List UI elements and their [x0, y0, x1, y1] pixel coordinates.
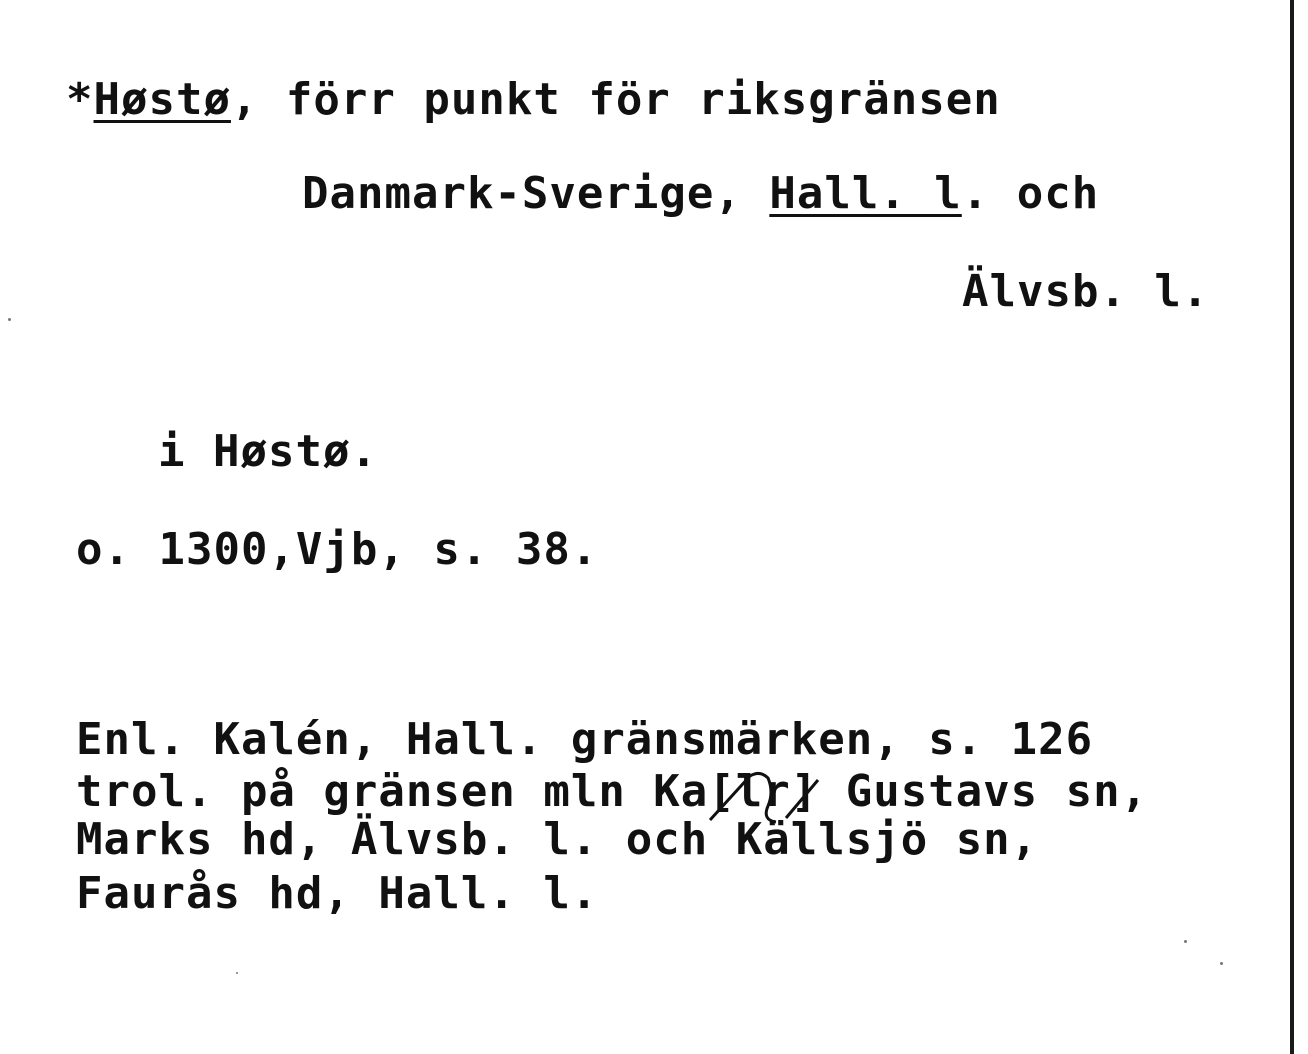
star-marker: *: [66, 74, 94, 125]
paper-speck: [1184, 940, 1187, 943]
county-hall: Hall. l: [769, 168, 962, 219]
conjunction-text: . och: [961, 168, 1100, 219]
heading-continuation: [302, 168, 1100, 219]
form-line: i Høstø.: [158, 426, 378, 477]
entry-heading: [66, 74, 1001, 125]
card-edge-border: [1290, 0, 1294, 1054]
headword: Høstø: [93, 74, 231, 125]
handwritten-correction-mark: [690, 762, 830, 832]
note-line-3: Marks hd, Älvsb. l. och Källsjö sn,: [76, 814, 1039, 865]
county-alvsb: Älvsb. l.: [962, 266, 1210, 317]
source-reference: o. 1300,Vjb, s. 38.: [76, 524, 599, 575]
country-text: Danmark-Sverige,: [302, 168, 770, 219]
paper-speck: [236, 972, 238, 974]
note-line-1: Enl. Kalén, Hall. gränsmärken, s. 126: [76, 714, 1094, 765]
paper-speck: [8, 318, 11, 321]
paper-speck: [1220, 962, 1223, 965]
heading-description: , förr punkt för riksgränsen: [230, 74, 1001, 125]
note-line-2: trol. på gränsen mln Ka[lr] Gustavs sn,: [76, 766, 1149, 817]
note-line-4: Faurås hd, Hall. l.: [76, 868, 599, 919]
